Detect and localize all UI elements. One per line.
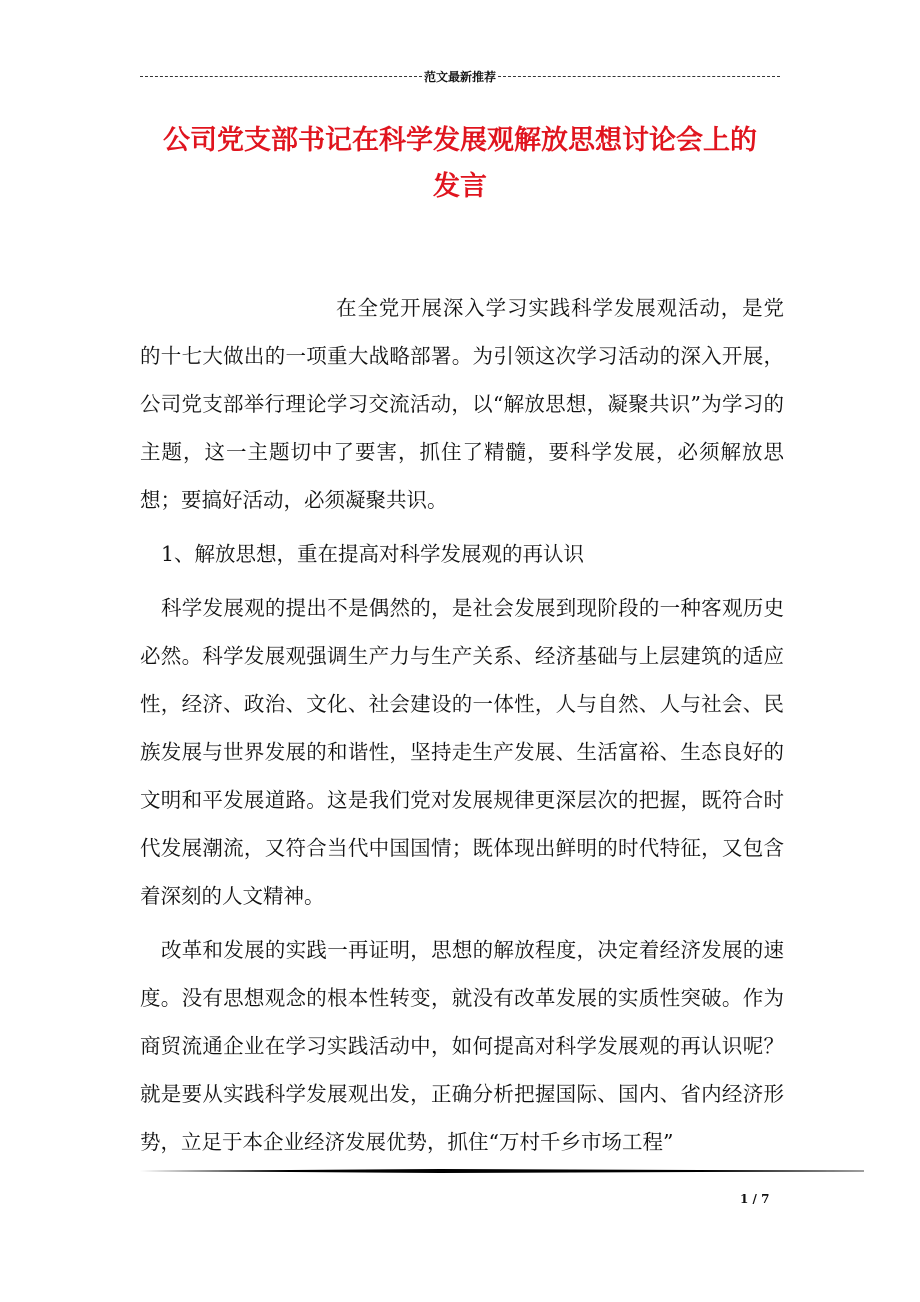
header-label: 范文最新推荐 [424, 69, 497, 84]
document-title [140, 118, 780, 210]
footer-rule [140, 1168, 864, 1174]
paragraph-reform-practice: 改革和发展的实践一再证明，思想的解放程度，决定着经济发展的速度。没有思想观念的根本性转变，就没有改革发展的实质性突破。作为商贸流通企业在学习实践活动中，如何提高对科学发展观的再认识呢？就是要从实践科学发展观出发，正确分析把握国际、国内、省内经济形势，立足于本企业经济发展优势，抓住“万村千乡市场工程” [140, 938, 784, 1154]
section-heading: 1、解放思想，重在提高对科学发展观的再认识 [161, 542, 585, 566]
title-line-1: 公司党支部书记在科学发展观解放思想讨论会上的 [163, 125, 757, 156]
paragraph-intro: 在全党开展深入学习实践科学发展观活动，是党的十七大做出的一项重大战略部署。为引领这次学习活动的深入开展，公司党支部举行理论学习交流活动，以“解放思想，凝聚共识”为学习的主题，这一主题切中了要害，抓住了精髓，要科学发展，必须解放思想；要搞好活动，必须凝聚共识。 [140, 296, 784, 512]
document-body [140, 284, 784, 1166]
paragraph-scientific-outlook: 科学发展观的提出不是偶然的，是社会发展到现阶段的一种客观历史必然。科学发展观强调生产力与生产关系、经济基础与上层建筑的适应性，经济、政治、文化、社会建设的一体性，人与自然、人与社会、民族发展与世界发展的和谐性，坚持走生产发展、生活富裕、生态良好的文明和平发展道路。这是我们党对发展规律更深层次的把握，既符合时代发展潮流，又符合当代中国国情；既体现出鲜明的时代特征，又包含着深刻的人文精神。 [140, 596, 784, 908]
running-header [140, 66, 780, 86]
header-dash-left [140, 76, 422, 77]
title-line-2: 发言 [433, 171, 487, 202]
page-number: 1 / 7 [740, 1192, 770, 1206]
header-dash-right [498, 76, 780, 77]
